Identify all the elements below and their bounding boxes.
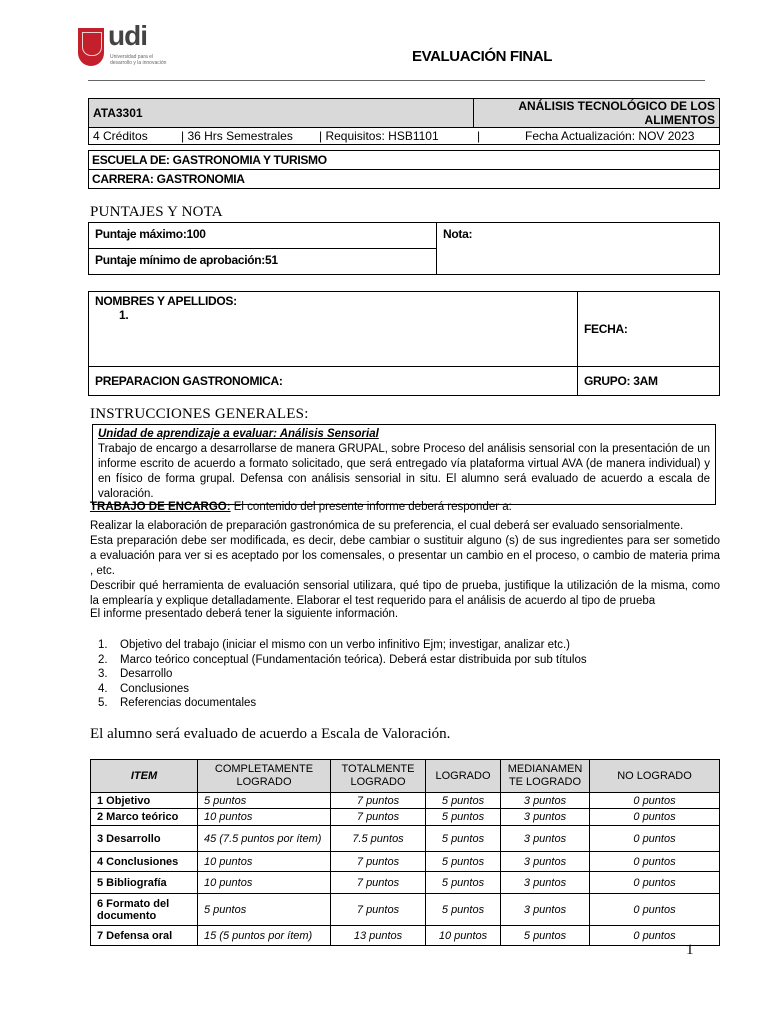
assignment-label: TRABAJO DE ENCARGO: <box>90 501 231 513</box>
report-contents-list <box>98 638 587 711</box>
table-row: 5 Bibliografía 10 puntos 7 puntos 5 puntos 3 puntos 0 puntos <box>91 872 720 894</box>
list-item: 5. Referencias documentales <box>98 697 257 710</box>
career-name: CARRERA: GASTRONOMIA <box>89 170 720 189</box>
shield-icon <box>78 28 104 66</box>
list-item: 4. Conclusiones <box>98 682 190 695</box>
student-number: 1. <box>119 308 129 322</box>
logo-tagline: Universidad para el desarrollo y la innovación <box>110 54 167 66</box>
preparation-field: PREPARACION GASTRONOMICA: <box>89 367 578 396</box>
course-hours: | 36 Hrs Semestrales <box>181 129 293 143</box>
names-label: NOMBRES Y APELLIDOS: <box>95 294 237 308</box>
student-info-table <box>88 291 720 396</box>
instructions-box <box>92 424 716 505</box>
course-name: ANÁLISIS TECNOLÓGICO DE LOS ALIMENTOS <box>473 99 720 128</box>
rubric-table <box>90 759 720 946</box>
course-separator: | <box>477 129 481 143</box>
assignment-intro: El contenido del presente informe deberá responder a: <box>230 501 512 513</box>
grade-field: Nota: <box>437 223 720 275</box>
table-row: 2 Marco teórico 10 puntos 7 puntos 5 puntos 3 puntos 0 puntos <box>91 809 720 826</box>
rubric-header: MEDIANAMEN TE LOGRADO <box>501 760 590 793</box>
table-row: 6 Formato del documento 5 puntos 7 puntos 5 puntos 3 puntos 0 puntos <box>91 894 720 926</box>
page-title: EVALUACIÓN FINAL <box>412 48 552 65</box>
assignment-section <box>90 500 720 609</box>
university-logo <box>78 20 167 78</box>
course-credits: 4 Créditos <box>93 129 148 143</box>
logo-wordmark: udi <box>108 20 147 51</box>
rubric-header: TOTALMENTE LOGRADO <box>331 760 426 793</box>
instructions-heading: INSTRUCCIONES GENERALES: <box>90 406 309 422</box>
report-info-text: El informe presentado deberá tener la siguiente información. <box>90 608 399 620</box>
course-requisites: | Requisitos: HSB1101 <box>319 129 439 143</box>
scores-table <box>88 222 720 275</box>
max-score: Puntaje máximo:100 <box>89 223 437 249</box>
table-row: 4 Conclusiones 10 puntos 7 puntos 5 puntos 3 puntos 0 puntos <box>91 852 720 872</box>
min-score: Puntaje mínimo de aprobación:51 <box>89 249 437 275</box>
course-info-table <box>88 98 720 145</box>
rubric-heading: El alumno será evaluado de acuerdo a Escala de Valoración. <box>90 726 451 742</box>
assignment-paragraph-2: Esta preparación debe ser modificada, es decir, debe cambiar o sustituir alguno (s) de sus ingredientes para ser sometido a evaluación para ver si es aceptado por los comensales, o presentar un cambio en el proceso, o cambio de materia prima , etc. <box>90 535 720 577</box>
names-field <box>89 292 578 367</box>
table-row: 7 Defensa oral 15 (5 puntos por ítem) 13 puntos 10 puntos 5 puntos 0 puntos <box>91 926 720 946</box>
rubric-header: ITEM <box>91 760 198 793</box>
rubric-header: NO LOGRADO <box>590 760 720 793</box>
course-updated: Fecha Actualización: NOV 2023 <box>525 129 695 143</box>
rubric-header: LOGRADO <box>426 760 501 793</box>
list-item: 3. Desarrollo <box>98 668 173 681</box>
header-rule <box>88 80 705 81</box>
rubric-header: COMPLETAMENTE LOGRADO <box>198 760 331 793</box>
scores-heading: PUNTAJES Y NOTA <box>90 204 223 220</box>
table-row: 1 Objetivo 5 puntos 7 puntos 5 puntos 3 puntos 0 puntos <box>91 793 720 809</box>
assignment-paragraph-1: Realizar la elaboración de preparación gastronómica de su preferencia, el cual deberá ser evaluado sensorialmente. <box>90 520 684 532</box>
table-row: 3 Desarrollo 45 (7.5 puntos por ítem) 7.5 puntos 5 puntos 3 puntos 0 puntos <box>91 826 720 852</box>
assignment-paragraph-3: Describir qué herramienta de evaluación sensorial utilizara, qué tipo de prueba, justifique la utilización de la misma, como la emplearía y explique detalladamente. Elaborar el test requerido para el análisis de acuerdo al tipo de prueba <box>90 580 720 607</box>
learning-unit: Unidad de aprendizaje a evaluar: Análisis Sensorial <box>98 428 379 440</box>
school-name: ESCUELA DE: GASTRONOMIA Y TURISMO <box>89 151 720 170</box>
list-item: 2. Marco teórico conceptual (Fundamentación teórica). Deberá estar distribuida por sub títulos <box>98 653 587 666</box>
instructions-text: Trabajo de encargo a desarrollarse de manera GRUPAL, sobre Proceso del análisis sensorial con la presentación de un informe escrito de acuerdo a formato solicitado, que será entregado vía plataforma virtual AVA (de manera individual) y en físico de forma grupal. Defensa con análisis sensorial in situ. El alumno será evaluado de acuerdo a escala de valoración. <box>98 443 710 500</box>
group-field: GRUPO: 3AM <box>578 367 720 396</box>
list-item: 1. Objetivo del trabajo (iniciar el mismo con un verbo infinitivo Ejm; investigar, analizar etc.) <box>98 639 570 651</box>
school-table <box>88 150 720 189</box>
date-field: FECHA: <box>578 292 720 367</box>
course-code: ATA3301 <box>89 99 474 128</box>
page-number: 1 <box>686 942 694 958</box>
